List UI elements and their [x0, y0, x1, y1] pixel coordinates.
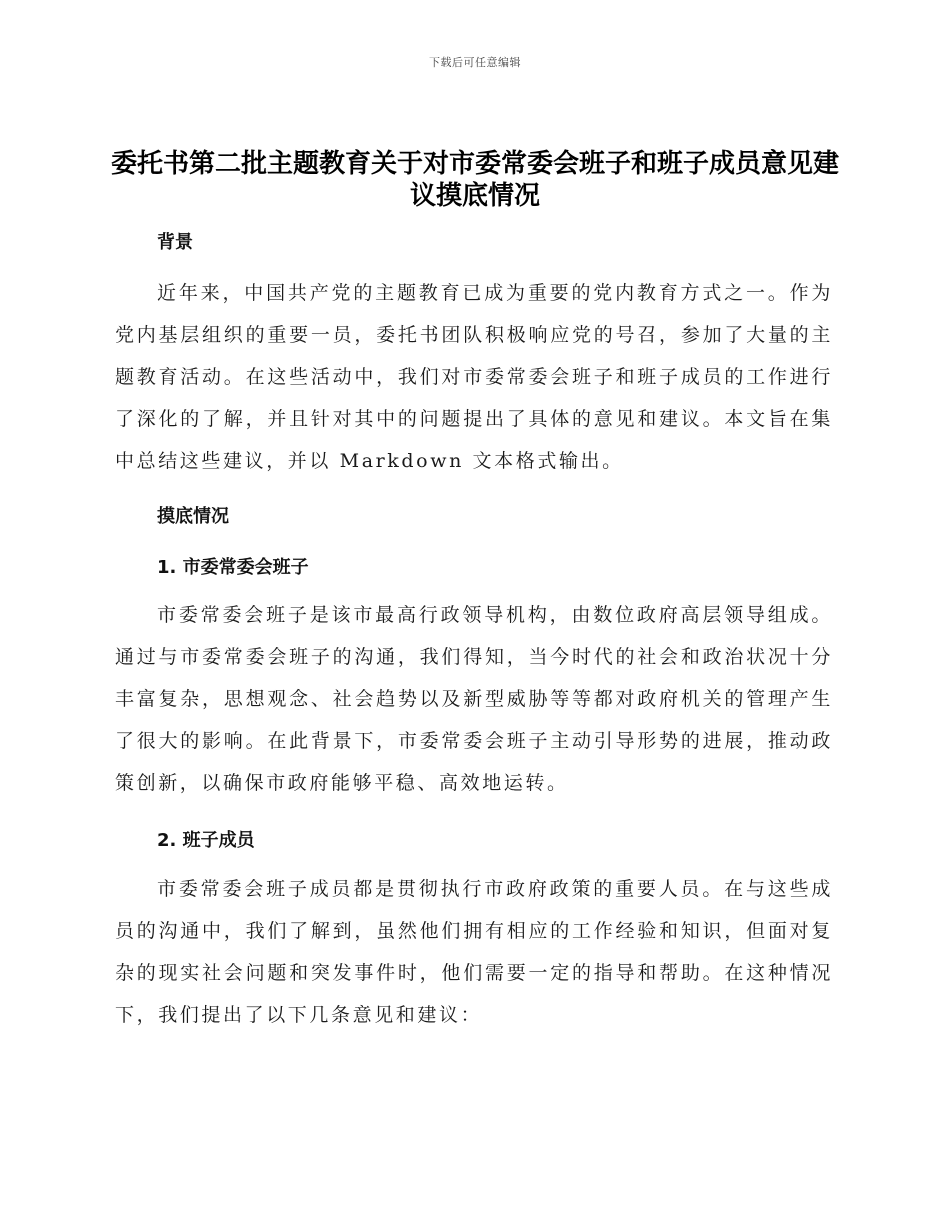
document-title: 委托书第二批主题教育关于对市委常委会班子和班子成员意见建议摸底情况 — [110, 149, 839, 211]
section-heading-background: 背景 — [157, 232, 193, 253]
section-heading-committee: 1. 市委常委会班子 — [157, 557, 309, 578]
section-heading-members: 2. 班子成员 — [157, 830, 255, 851]
section-paragraph-background: 近年来，中国共产党的主题教育已成为重要的党内教育方式之一。作为党内基层组织的重要一员，委托书团队积极响应党的号召，参加了大量的主题教育活动。在这些活动中，我们对市委常委会班子和班子成员的工作进行了深化的了解，并且针对其中的问题提出了具体的意见和建议。本文旨在集中总结这些建议，并以 Markdown 文本格式输出。 — [115, 282, 833, 472]
section-paragraph-committee: 市委常委会班子是该市最高行政领导机构，由数位政府高层领导组成。通过与市委常委会班子的沟通，我们得知，当今时代的社会和政治状况十分丰富复杂，思想观念、社会趋势以及新型威胁等等都对政府机关的管理产生了很大的影响。在此背景下，市委常委会班子主动引导形势的进展，推动政策创新，以确保市政府能够平稳、高效地运转。 — [115, 604, 833, 794]
header-note: 下载后可任意编辑 — [429, 56, 521, 69]
section-paragraph-members: 市委常委会班子成员都是贯彻执行市政府政策的重要人员。在与这些成员的沟通中，我们了解到，虽然他们拥有相应的工作经验和知识，但面对复杂的现实社会问题和突发事件时，他们需要一定的指导和帮助。在这种情况下，我们提出了以下几条意见和建议： — [115, 878, 833, 1026]
section-heading-survey: 摸底情况 — [157, 506, 229, 527]
